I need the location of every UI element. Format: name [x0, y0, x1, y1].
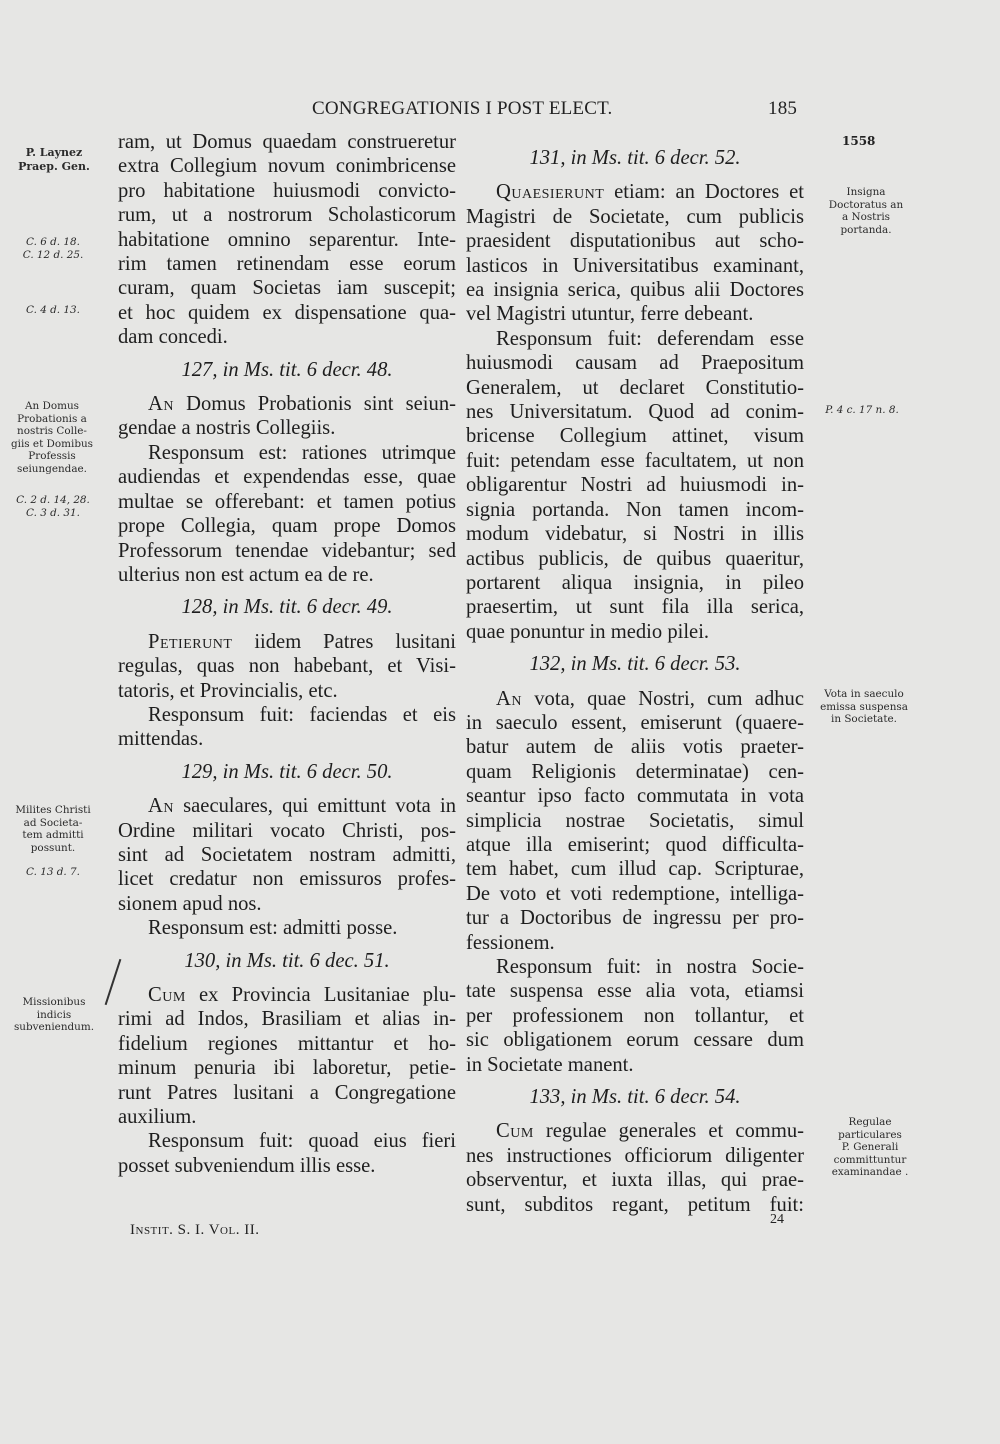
page-number: 185	[768, 98, 798, 119]
margin-line: committuntur	[833, 1153, 907, 1166]
text-line: praesertim, ut sunt fila illa serica,	[466, 596, 804, 619]
text-line: ea insignia serica, quibus alii Doctores	[466, 279, 804, 302]
margin-note-missionibus	[4, 996, 104, 1034]
margin-line: indicis	[36, 1008, 72, 1021]
paragraph	[466, 955, 804, 1077]
section-heading: 128, in Ms. tit. 6 decr. 49.	[181, 596, 393, 619]
margin-line: examinandae .	[831, 1166, 909, 1178]
paragraph	[118, 441, 456, 587]
text-line: gendae a nostris Collegiis.	[118, 417, 336, 440]
text-line: Domus Probationis sint seiun-	[186, 393, 456, 416]
text-line: quae ponuntur in medio pilei.	[466, 620, 710, 643]
header-title: CONGREGATIONIS I POST ELECT.	[312, 98, 613, 119]
text-line: saeculares, qui emittunt vota in	[183, 795, 456, 818]
text-line: simplicia nostrae Societatis, simul	[466, 809, 804, 832]
text-line: batur autem de aliis votis praeter-	[466, 736, 804, 759]
text-line: audiendas et expendendas esse, quae	[118, 466, 456, 489]
margin-note-domus	[6, 400, 98, 475]
text-line: in Societate manent.	[466, 1053, 634, 1076]
margin-line: Probationis a	[17, 412, 87, 425]
section-heading: 133, in Ms. tit. 6 decr. 54.	[529, 1086, 741, 1109]
text-line: rimi ad Indos, Brasiliam et alias in-	[118, 1008, 456, 1031]
margin-line: C. 13 d. 7.	[26, 866, 80, 878]
paragraph	[466, 1119, 804, 1217]
text-line: rum, ut a nostrorum Scholasticorum	[118, 204, 456, 227]
text-line: seantur ipso facto commutata in vota	[466, 785, 804, 808]
text-line: etiam: an Doctores et	[614, 181, 804, 204]
text-line: sionem apud nos.	[118, 892, 262, 915]
text-line: runt Patres lusitani a Congregatione	[118, 1081, 456, 1104]
margin-line: C. 6 d. 18.	[26, 236, 80, 248]
text-line: tur a Doctoribus de ingressu per pro-	[466, 907, 804, 930]
margin-line: seiungendae.	[17, 462, 87, 475]
margin-line: ad Societa-	[23, 816, 83, 829]
year-note: 1558	[842, 134, 876, 148]
margin-line: Vota in saeculo	[824, 688, 904, 700]
text-line: dam concedi.	[118, 326, 228, 349]
text-line: pro habitatione huiusmodi convicto-	[118, 179, 456, 202]
margin-line: subveniendum.	[13, 1021, 95, 1033]
margin-line: emissa suspensa	[820, 700, 908, 713]
text-line: nes Universitatum. Quod ad conim-	[466, 401, 804, 424]
text-line: tatoris, et Provincialis, etc.	[118, 679, 338, 702]
margin-line: possunt.	[30, 841, 76, 854]
margin-author-note	[10, 146, 98, 174]
paragraph	[118, 392, 456, 441]
lead-word: An	[496, 687, 522, 710]
text-line: vota, quae Nostri, cum adhuc	[534, 687, 804, 710]
margin-line: Milites Christi	[15, 804, 91, 816]
paragraph	[118, 983, 456, 1129]
paragraph	[118, 794, 456, 916]
margin-line: giis et Domibus	[11, 437, 93, 450]
text-line: Responsum est: rationes utrimque	[148, 441, 456, 464]
margin-line: C. 4 d. 13.	[26, 304, 80, 316]
text-line: tate suspensa esse alia vota, etiamsi	[466, 980, 804, 1003]
text-line: fuit: petendam esse facultatem, ut non	[466, 449, 804, 472]
margin-line: Insigna	[846, 186, 886, 198]
text-line: portarent aliqua insignia, in pileo	[466, 571, 804, 594]
margin-line: in Societate.	[831, 713, 897, 725]
section-heading: 127, in Ms. tit. 6 decr. 48.	[181, 358, 393, 381]
margin-line: a Nostris	[842, 211, 890, 223]
paragraph	[118, 703, 456, 752]
right-text-column	[466, 146, 804, 1217]
text-line: lasticos in Universitatibus examinant,	[466, 254, 804, 277]
text-line: sint ad Societatem nostram admitti,	[118, 843, 456, 866]
lead-word: An	[148, 795, 174, 818]
margin-reference	[8, 494, 98, 519]
text-line: fidelium regiones mittantur et ho-	[118, 1032, 456, 1055]
margin-line: nostris Colle-	[17, 425, 87, 437]
paragraph	[118, 916, 456, 940]
text-line: Ordine militari vocato Christi, pos-	[118, 819, 456, 842]
left-text-column	[118, 130, 456, 1178]
text-line: fessionem.	[466, 931, 555, 954]
text-line: nes instructiones officiorum diligenter	[466, 1144, 804, 1167]
lead-word: Cum	[496, 1120, 534, 1143]
section-heading: 132, in Ms. tit. 6 decr. 53.	[529, 653, 741, 676]
text-line: Generalem, ut declaret Constitutio-	[466, 376, 804, 399]
margin-line: particulares	[838, 1128, 902, 1141]
margin-note-milites	[8, 804, 98, 854]
lead-word: Cum	[148, 984, 186, 1006]
margin-line: portanda.	[840, 223, 892, 236]
text-line: licet credatur non emissuros profes-	[118, 868, 456, 891]
paragraph	[118, 1129, 456, 1178]
lead-word: Quaesierunt	[496, 181, 605, 204]
paragraph	[466, 687, 804, 955]
paragraph	[466, 180, 804, 326]
text-line: praesident disputationibus aut scho-	[466, 230, 804, 253]
margin-reference	[8, 866, 98, 879]
text-line: auxilium.	[118, 1106, 197, 1129]
margin-line: Professis	[28, 450, 76, 462]
margin-reference	[12, 304, 94, 317]
text-line: sunt, subditos regant, petitum fuit:	[466, 1193, 804, 1216]
footer-signature-number: 24	[770, 1212, 784, 1227]
footer-series-title: Instit. S. I. Vol. II.	[130, 1222, 260, 1238]
margin-line: P. Generali	[841, 1141, 899, 1153]
text-line: per professionem non tollantur, et	[466, 1004, 804, 1027]
text-line: atque illa emiserint; quod difficulta-	[466, 833, 804, 856]
text-line: extra Collegium novum conimbricense	[118, 155, 456, 178]
margin-line: P. Laynez	[25, 146, 83, 159]
text-line: Magistri de Societate, cum publicis	[466, 205, 804, 228]
section-heading: 130, in Ms. tit. 6 dec. 51.	[184, 949, 390, 972]
text-line: huiusmodi causam ad Praepositum	[466, 352, 804, 375]
text-line: ram, ut Domus quaedam construeretur	[118, 131, 456, 153]
margin-note-regulae	[818, 1116, 922, 1179]
text-line: curam, quam Societas iam suscepit;	[118, 277, 456, 300]
margin-line: C. 12 d. 25.	[22, 248, 84, 261]
running-header	[0, 98, 1000, 128]
margin-note-vota	[814, 688, 914, 726]
text-line: posset subveniendum illis esse.	[118, 1154, 376, 1177]
margin-line: Doctoratus an	[828, 198, 904, 211]
margin-line: Missionibus	[22, 996, 86, 1008]
text-line: De voto et voti redemptione, intelliga-	[466, 882, 804, 905]
margin-line: Praep. Gen.	[18, 160, 90, 173]
margin-line: C. 2 d. 14, 28.	[16, 494, 90, 506]
text-line: actibus publicis, de quibus quaeritur,	[466, 547, 804, 570]
margin-reference	[812, 404, 912, 417]
text-line: regulas, quas non habebant, et Visi-	[118, 655, 456, 678]
text-line: minum penuria ibi laboretur, petie-	[118, 1057, 456, 1080]
text-line: observentur, et iuxta illas, qui prae-	[466, 1169, 804, 1192]
text-line: modum videbatur, si Nostri in illis	[466, 523, 804, 546]
text-line: Responsum fuit: quoad eius fieri	[148, 1130, 456, 1153]
text-line: Professorum tenendae videbantur; sed	[118, 539, 456, 562]
paragraph	[466, 327, 804, 644]
text-line: regulae generales et commu-	[545, 1120, 804, 1143]
text-line: sic obligationem eorum cessare dum	[466, 1029, 804, 1052]
text-line: ex Provincia Lusitaniae plu-	[199, 984, 456, 1006]
margin-line: tem admitti	[22, 829, 84, 841]
text-line: ulterius non est actum ea de re.	[118, 563, 374, 586]
text-line: signia portanda. Non tamen incom-	[466, 498, 804, 521]
lead-word: An	[148, 393, 174, 416]
paragraph	[118, 630, 456, 703]
text-line: multae se offerebant: et tamen potius	[118, 490, 456, 513]
margin-line: P. 4 c. 17 n. 8.	[825, 404, 899, 416]
text-line: prope Collegia, quam prope Domos	[118, 515, 456, 538]
text-line: Responsum est: admitti posse.	[148, 917, 398, 940]
margin-note-insignia	[818, 186, 914, 236]
text-line: vel Magistri utuntur, ferre debeant.	[466, 303, 754, 326]
text-line: Responsum fuit: faciendas et eis	[148, 703, 456, 726]
text-line: tem habet, cum illud cap. Scripturae,	[466, 858, 804, 881]
lead-word: Petierunt	[148, 630, 233, 653]
margin-line: An Domus	[25, 400, 79, 412]
text-line: in saeculo essent, emiserunt (quaere-	[466, 711, 804, 734]
section-heading: 131, in Ms. tit. 6 decr. 52.	[529, 147, 741, 169]
text-line: obligarentur Nostri ad huiusmodi in-	[466, 474, 804, 497]
paragraph	[118, 130, 456, 350]
text-line: et hoc quidem ex dispensatione qua-	[118, 301, 456, 324]
margin-line: Regulae	[848, 1116, 892, 1128]
text-line: quam Religionis determinatae) cen-	[466, 760, 804, 783]
margin-line: C. 3 d. 31.	[26, 506, 80, 519]
text-line: habitatione omnino separentur. Inte-	[118, 228, 456, 251]
text-line: rim tamen retinendam esse eorum	[118, 253, 456, 276]
section-heading: 129, in Ms. tit. 6 decr. 50.	[181, 760, 393, 783]
text-line: bricense Collegium attinet, visum	[466, 425, 804, 448]
margin-reference	[12, 236, 94, 261]
text-line: Responsum fuit: deferendam esse	[496, 327, 804, 350]
text-line: Responsum fuit: in nostra Socie-	[496, 956, 804, 978]
text-line: iidem Patres lusitani	[254, 630, 456, 653]
text-line: mittendas.	[118, 728, 204, 751]
